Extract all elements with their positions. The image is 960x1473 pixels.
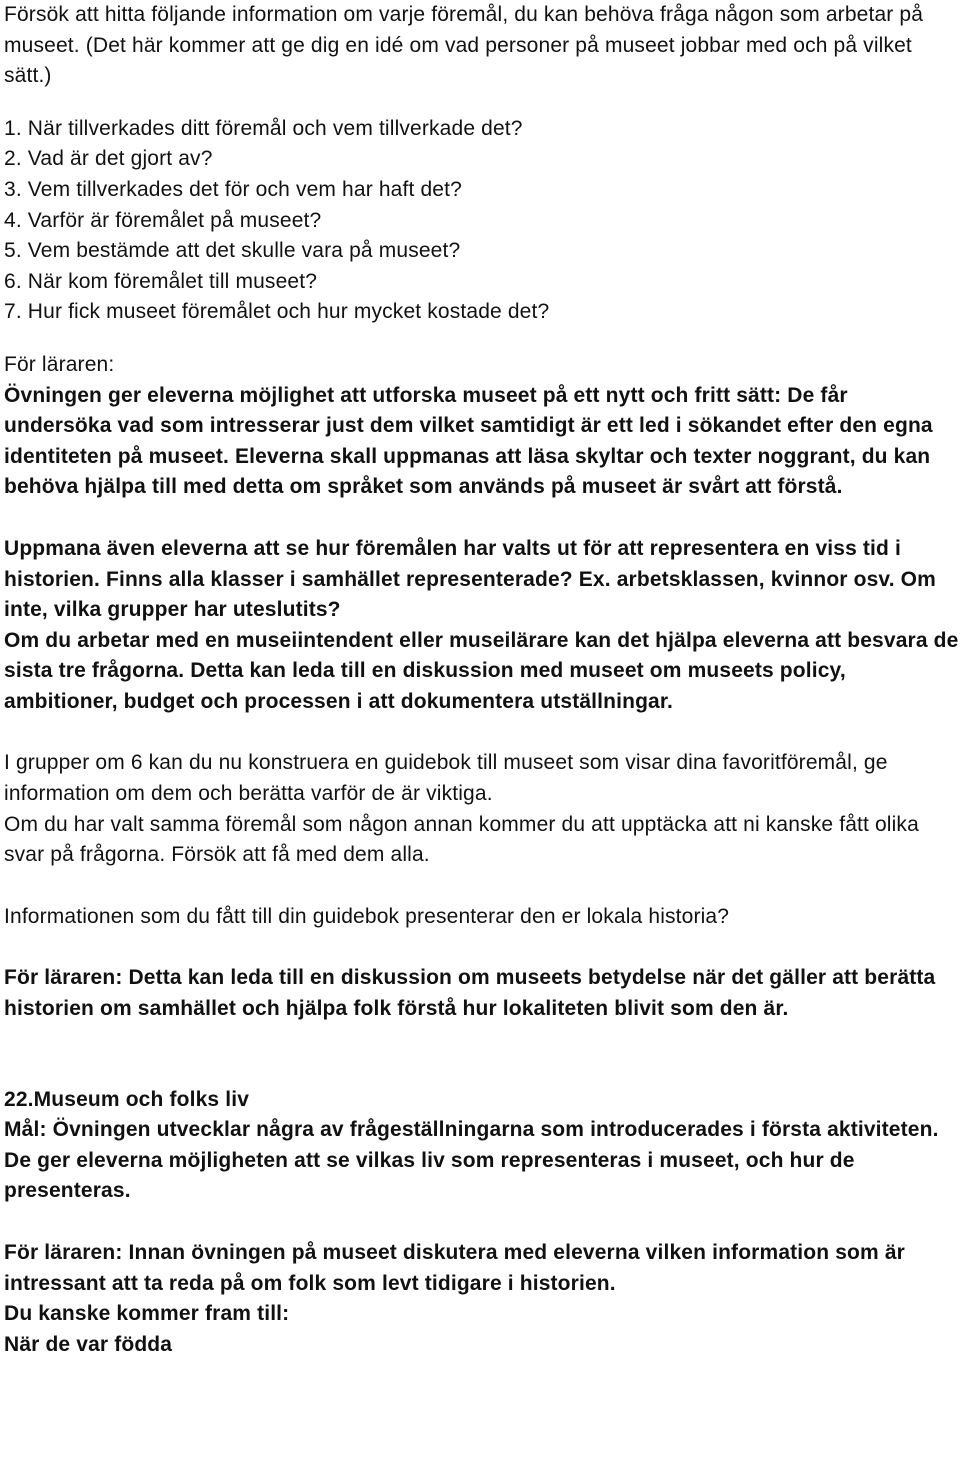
teacher-note-body: Övningen ger eleverna möjlighet att utforska museet på ett nytt och fritt sätt: De får undersöka vad som intresserar just dem vilket samtidigt är ett led i sökandet efter den egna identiteten på museet. Eleverna skall uppmanas att läsa skyltar och texter noggrant, du kan behöva hjälpa till med detta om språket som används på museet är svårt att förstå. xyxy=(4,383,933,499)
spacer xyxy=(4,932,960,963)
section-teacher-note: För läraren: Innan övningen på museet diskutera med eleverna vilken information som är intressant att ta reda på om folk som levt tidigare i historien. xyxy=(4,1241,905,1295)
teacher-note-museum-role: För läraren: Detta kan leda till en diskussion om museets betydelse när det gäller att berätta historien om samhället och hjälpa folk förstå hur lokaliteten blivit som den är. xyxy=(4,966,936,1021)
group-task-paragraph: I grupper om 6 kan du nu konstruera en guidebok till museet som visar dina favoritföremål, ge information om dem och berätta varför de är viktiga. xyxy=(4,751,888,806)
spacer xyxy=(4,92,960,114)
group-task-followup: Om du har valt samma föremål som någon annan kommer du att upptäcka att ni kanske fått olika svar på frågorna. Försök att få med dem alla. xyxy=(4,812,919,867)
intro-paragraph: Försök att hitta följande information om varje föremål, du kan behöva fråga någon som arbetar på museet. (Det här kommer att ge dig en idé om vad personer på museet jobbar med och på vilket sätt.) xyxy=(4,3,924,88)
document-page xyxy=(4,0,960,1360)
question-item: 3. Vem tillverkades det för och vem har haft det? xyxy=(4,177,462,201)
question-item: 5. Vem bestämde att det skulle vara på museet? xyxy=(4,239,461,263)
question-list xyxy=(4,114,960,328)
teacher-note-representation: Uppmana även eleverna att se hur föremålen har valts ut för att representera en viss tid i historien. Finns alla klasser i samhället representerade? Ex. arbetsklassen, kvinnor osv. Om inte, vilka grupper har uteslutits? xyxy=(4,536,936,622)
question-item: 7. Hur fick museet föremålet och hur mycket kostade det? xyxy=(4,300,550,324)
teacher-note-heading: För läraren: xyxy=(4,352,115,376)
spacer xyxy=(4,328,960,350)
question-item: 2. Vad är det gjort av? xyxy=(4,147,213,171)
spacer xyxy=(4,503,960,534)
question-item: 1. När tillverkades ditt föremål och vem tillverkade det? xyxy=(4,116,523,140)
section-goal: Mål: Övningen utvecklar några av frågeställningarna som introducerades i första aktiviteten. De ger eleverna möjligheten att se vilkas liv som representeras i museet, och hur de presenteras. xyxy=(4,1118,939,1203)
spacer xyxy=(4,1025,960,1085)
spacer xyxy=(4,717,960,748)
guidebook-question: Informationen som du fått till din guidebok presenterar den er lokala historia? xyxy=(4,904,730,928)
section-first-item: När de var födda xyxy=(4,1332,173,1356)
section-title: 22.Museum och folks liv xyxy=(4,1087,250,1111)
question-item: 6. När kom föremålet till museet? xyxy=(4,269,318,293)
question-item: 4. Varför är föremålet på museet? xyxy=(4,208,322,232)
teacher-note-curator: Om du arbetar med en museiintendent eller museilärare kan det hjälpa eleverna att besvara de sista tre frågorna. Detta kan leda till en diskussion med museet om museets policy, ambitioner, budget och processen i att dokumentera utställningar. xyxy=(4,628,959,713)
spacer xyxy=(4,1207,960,1238)
spacer xyxy=(4,871,960,902)
section-lead-in: Du kanske kommer fram till: xyxy=(4,1302,290,1326)
